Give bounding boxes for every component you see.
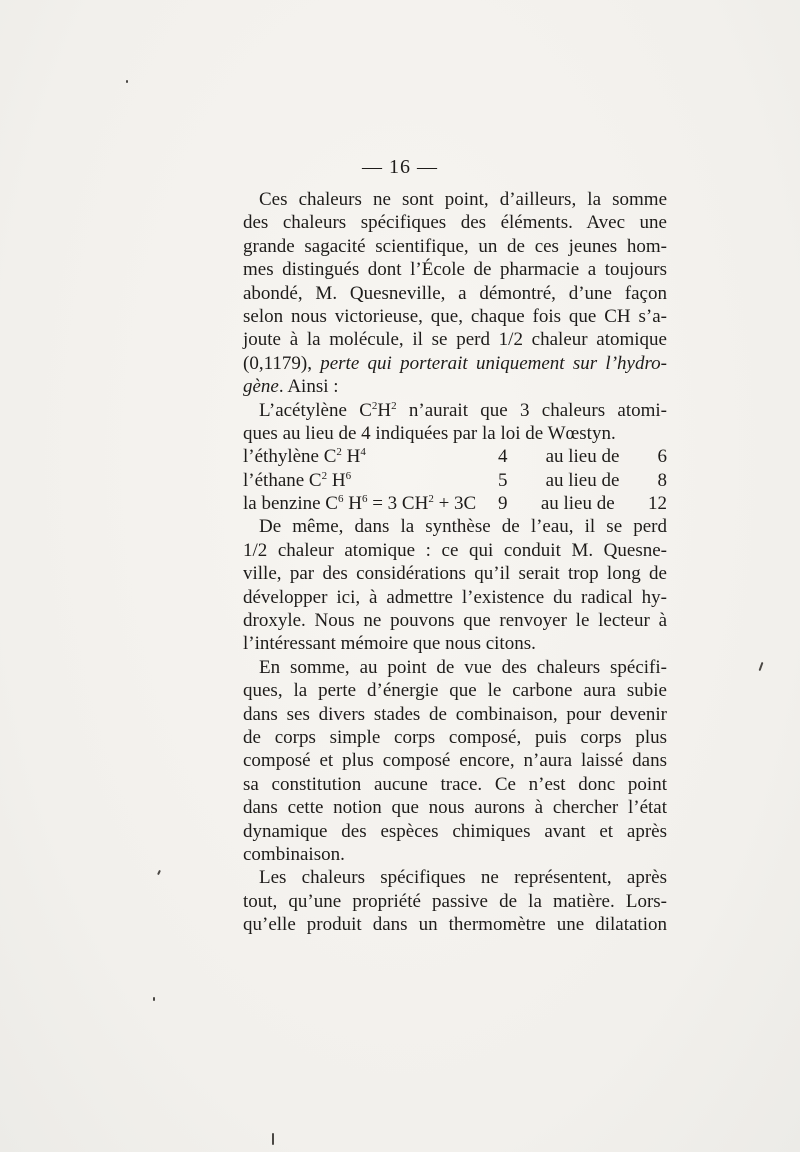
text-span: la benzine C — [243, 493, 338, 515]
text-line: sa constitution aucune trace. Ce n’est donc point — [243, 773, 667, 795]
superscript: 2 — [371, 399, 378, 412]
text-span: l’éthane C — [243, 469, 322, 491]
formula-cell — [243, 445, 498, 468]
superscript: 4 — [360, 446, 366, 459]
text-span: L’acétylène C — [259, 399, 372, 421]
text-line — [243, 352, 667, 375]
text-span: l’éthylène C — [243, 446, 337, 468]
text-span: + 3C — [433, 493, 477, 515]
text-span: n’aurait que 3 chaleurs atomi- — [396, 399, 667, 421]
text-line: mes distingués dont l’École de pharmacie a toujours — [243, 259, 667, 281]
text-line: dans cette notion que nous aurons à chercher l’état — [243, 797, 667, 819]
text-line: 1/2 chaleur atomique : ce qui conduit M. Quesne- — [243, 539, 667, 561]
superscript: 2 — [321, 469, 328, 482]
text-line: De même, dans la synthèse de l’eau, il se perd — [259, 516, 667, 538]
text-line: droxyle. Nous ne pouvons que renvoyer le lecteur à — [243, 610, 667, 632]
expected-value: 12 — [647, 493, 667, 515]
text-line: En somme, au point de vue des chaleurs spécifi- — [259, 656, 667, 678]
superscript: 6 — [361, 493, 368, 506]
comparison-text: au lieu de — [540, 493, 615, 515]
text-line: développer ici, à admettre l’existence du radical hy- — [243, 586, 667, 608]
count-value: 9 — [498, 493, 508, 515]
text-line: joute à la molécule, il se perd 1/2 chaleur atomique — [243, 329, 667, 351]
value-cell — [498, 492, 667, 515]
text-line: de corps simple corps composé, puis corps plus — [243, 726, 667, 748]
scan-speck — [126, 80, 128, 83]
scan-speck — [272, 1133, 274, 1145]
value-cell — [498, 469, 667, 492]
superscript: 6 — [337, 493, 344, 506]
text-line: Les chaleurs spécifiques ne représentent, après — [259, 867, 667, 889]
formula-cell — [243, 492, 498, 515]
italic-text: gène — [243, 376, 279, 398]
text-line: des chaleurs spécifiques des éléments. Avec une — [243, 212, 667, 234]
scan-speck — [153, 997, 155, 1001]
text-line: combinaison. — [243, 843, 345, 865]
text-line: ques, la perte d’énergie que le carbone aura subie — [243, 680, 667, 702]
text-line: Ces chaleurs ne sont point, d’ailleurs, la somme — [259, 189, 667, 210]
text-span: = 3 CH — [367, 493, 429, 515]
text-line: tout, qu’une propriété passive de la matière. Lors- — [243, 890, 667, 912]
body-text — [243, 188, 667, 937]
count-value: 5 — [498, 469, 508, 491]
formula-cell — [243, 469, 498, 492]
page-number: — 16 — — [362, 156, 438, 178]
text-line: dynamique des espèces chimiques avant et après — [243, 820, 667, 842]
table-row — [243, 469, 667, 492]
text-line: selon nous victorieuse, que, chaque fois que CH s’a- — [243, 305, 667, 327]
text-span: H — [341, 446, 361, 468]
text-line: composé et plus composé encore, n’aura laissé dans — [243, 750, 667, 772]
text-line: dans ses divers stades de combinaison, pour devenir — [243, 703, 667, 725]
text-line — [243, 399, 667, 422]
text-span: H — [343, 493, 362, 515]
comparison-text: au lieu de — [545, 469, 620, 491]
text-line: ques au lieu de 4 indiquées par la loi de Wœstyn. — [243, 422, 616, 444]
table-row — [243, 445, 667, 468]
table-row — [243, 492, 667, 515]
text-line: l’intéressant mémoire que nous citons. — [243, 633, 536, 655]
text-span: (0,1179), — [243, 352, 321, 374]
text-line — [243, 375, 667, 398]
expected-value: 8 — [657, 469, 667, 491]
text-line: qu’elle produit dans un thermomètre une dilatation — [243, 914, 667, 936]
text-span: H — [327, 469, 346, 491]
expected-value: 6 — [657, 446, 667, 468]
comparison-text: au lieu de — [545, 446, 620, 468]
superscript: 6 — [345, 469, 352, 482]
scan-speck — [157, 870, 161, 875]
text-span: . Ainsi : — [278, 376, 339, 398]
text-line: abondé, M. Quesneville, a démontré, d’une façon — [243, 282, 667, 304]
value-cell — [498, 445, 667, 468]
superscript: 2 — [428, 493, 434, 506]
text-span: H — [377, 399, 392, 421]
superscript: 2 — [391, 399, 397, 412]
superscript: 2 — [336, 446, 342, 459]
scan-speck — [759, 662, 764, 671]
count-value: 4 — [498, 446, 508, 468]
italic-text: perte qui porterait uniquement sur l’hydro- — [320, 352, 667, 374]
text-line: ville, par des considérations qu’il serait trop long de — [243, 563, 667, 585]
text-line: grande sagacité scientifique, un de ces jeunes hom- — [243, 235, 667, 257]
